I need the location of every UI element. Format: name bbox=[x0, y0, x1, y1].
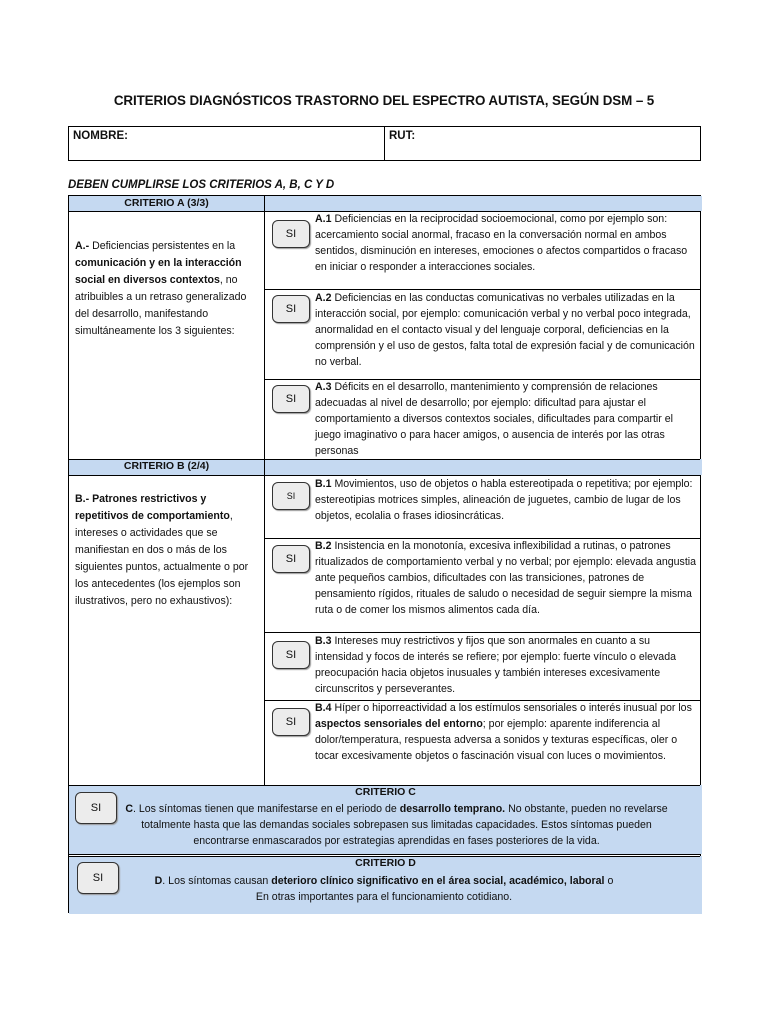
criterio-d-text: D. Los síntomas causan deterioro clínico significativo en el área social, académico, laboral o En otras importantes para el funcionamiento cotidiano. bbox=[154, 875, 614, 903]
si-button-b1[interactable]: SI bbox=[272, 482, 310, 510]
criteria-requirement-note: DEBEN CUMPLIRSE LOS CRITERIOS A, B, C Y D bbox=[68, 179, 335, 191]
criterio-d-heading: CRITERIO D bbox=[355, 857, 416, 869]
nombre-label: NOMBRE: bbox=[73, 130, 128, 142]
si-button-a2[interactable]: SI bbox=[272, 295, 310, 323]
criterio-a-heading: CRITERIO A (3/3) bbox=[124, 197, 209, 209]
si-button-b3[interactable]: SI bbox=[272, 641, 310, 669]
criteria-table bbox=[68, 195, 701, 913]
criterio-a-description: A.- Deficiencias persistentes en la comunicación y en la interacción social en diversos contextos, no atribuibles a un retraso generalizado del desarrollo, manifestando simultáneamente los 3 siguientes: bbox=[75, 240, 247, 337]
criterion-a1-text: A.1 Deficiencias en la reciprocidad socioemocional, como por ejemplo son: acercamiento social anormal, fracaso en la conversación normal en ambos sentidos, disminución en intereses, emociones o afectos compartidos o fracaso en iniciar o responder a interacciones sociales. bbox=[315, 213, 688, 273]
criterion-b1-text: B.1 Movimientos, uso de objetos o habla estereotipada o repetitiva; por ejemplo: estereotipias motrices simples, alineación de juguetes, cambio de lugar de los objetos, ecolalia o frases idiosincráticas. bbox=[315, 478, 693, 522]
criterion-b3-text: B.3 Intereses muy restrictivos y fijos que son anormales en cuanto a su intensidad y focos de interés se refiere; por ejemplo: fuerte vínculo o elevada preocupación hacia objetos inusuales y también intereses excesivamente circunscritos y perseverantes. bbox=[315, 635, 676, 695]
criterio-c-text: C. Los síntomas tienen que manifestarse en el periodo de desarrollo temprano. No obstante, pueden no revelarse totalmente hasta que las demandas sociales sobrepasen sus limitadas capacidades. Estos síntomas pueden encontrarse enmascarados por estrategias aprendidas en fases posteriores de la vida. bbox=[125, 803, 668, 847]
criterio-c-heading: CRITERIO C bbox=[355, 786, 416, 798]
nombre-field[interactable] bbox=[69, 127, 385, 160]
si-button-c[interactable]: SI bbox=[75, 792, 117, 824]
rut-label: RUT: bbox=[389, 130, 416, 142]
criterion-a3-text: A.3 Déficits en el desarrollo, mantenimiento y comprensión de relaciones adecuadas al nivel de desarrollo; por ejemplo: dificultad para ajustar el comportamiento a diversos contextos sociales, dificultades para compartir el juego imaginativo o para hacer amigos, o ausencia de interés por las otras personas bbox=[315, 381, 673, 457]
identification-table bbox=[68, 126, 701, 161]
si-button-a1[interactable]: SI bbox=[272, 220, 310, 248]
page-title: CRITERIOS DIAGNÓSTICOS TRASTORNO DEL ESPECTRO AUTISTA, SEGÚN DSM – 5 bbox=[113, 93, 655, 108]
criterion-b4-text: B.4 Híper o hiporreactividad a los estímulos sensoriales o interés inusual por los aspectos sensoriales del entorno; por ejemplo: aparente indiferencia al dolor/temperatura, respuesta adversa a sonidos y texturas específicas, oler o tocar excesivamente objetos o fascinación visual con luces o movimientos. bbox=[315, 702, 692, 762]
criterio-b-heading: CRITERIO B (2/4) bbox=[123, 460, 210, 472]
criterion-a2-text: A.2 Deficiencias en las conductas comunicativas no verbales utilizadas en la interacción social, por ejemplo: comunicación verbal y no verbal poco integrada, anormalidad en el contacto visual y del lenguaje corporal, deficiencias en la comprensión y el uso de gestos, falta total de expresión facial y de comunicación no verbal. bbox=[315, 292, 695, 368]
criterion-b2-text: B.2 Insistencia en la monotonía, excesiva inflexibilidad a rutinas, o patrones ritualizados de comportamiento verbal y no verbal; por ejemplo: elevada angustia ante pequeños cambios, dificultades con las transiciones, patrones de pensamiento rígidos, rituales de saludo o necesidad de seguir siempre la misma ruta o de comer los mismos alimentos cada día. bbox=[315, 540, 697, 616]
si-button-d[interactable]: SI bbox=[77, 862, 119, 894]
si-button-b4[interactable]: SI bbox=[272, 708, 310, 736]
rut-field[interactable] bbox=[385, 127, 700, 160]
si-button-b2[interactable]: SI bbox=[272, 545, 310, 573]
criterio-a-prefix: A.- bbox=[75, 240, 90, 252]
criterio-b-description: B.- Patrones restrictivos y repetitivos de comportamiento, intereses o actividades que se manifiestan en dos o más de los siguientes puntos, actualmente o por los antecedentes (los ejemplos son ilustrativos, pero no exhaustivos): bbox=[75, 493, 249, 607]
si-button-a3[interactable]: SI bbox=[272, 385, 310, 413]
